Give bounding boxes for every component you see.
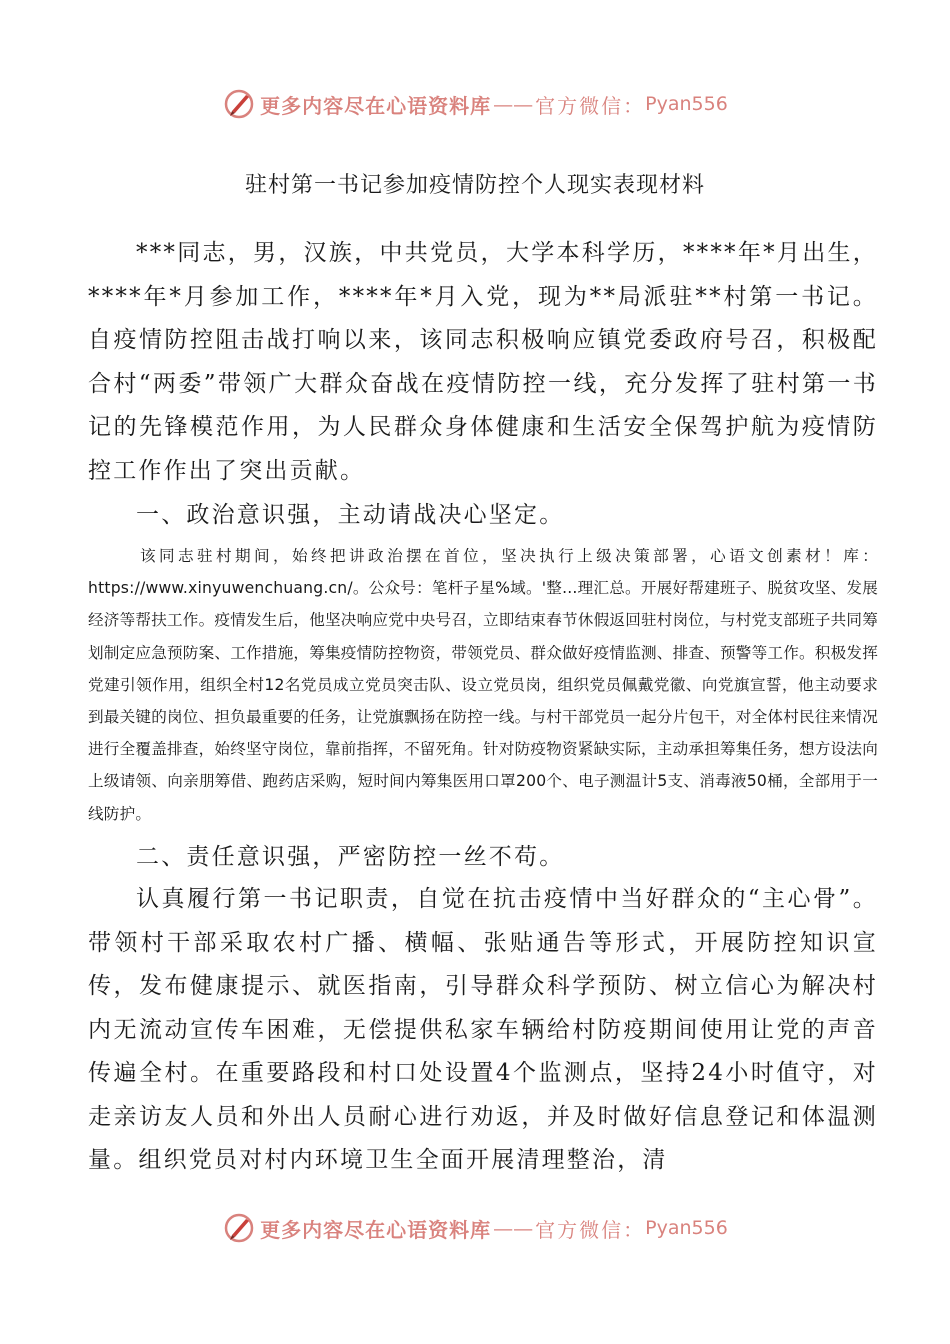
section-2-heading: 二、责任意识强，严密防控一丝不苟。	[136, 844, 565, 870]
watermark-wechat-label: 官方微信：	[535, 1217, 646, 1242]
header-watermark	[0, 84, 950, 124]
watermark-separator: ——	[493, 92, 534, 116]
watermark-text: 更多内容尽在心语资料库	[260, 93, 492, 118]
watermark-wechat-label: 官方微信：	[535, 93, 646, 118]
watermark-separator: ——	[493, 1216, 534, 1240]
document-title: 驻村第一书记参加疫情防控个人现实表现材料	[244, 173, 705, 198]
section-1-heading: 一、政治意识强，主动请战决心坚定。	[136, 502, 565, 528]
pen-logo-icon	[222, 87, 256, 121]
watermark-wechat-id: Pyan556	[645, 1217, 728, 1239]
pen-logo-icon	[222, 1211, 256, 1245]
watermark-text: 更多内容尽在心语资料库	[260, 1217, 492, 1242]
watermark-wechat-id: Pyan556	[645, 93, 728, 115]
footer-watermark	[0, 1208, 950, 1248]
intro-paragraph: ***同志，男，汉族，中共党员，大学本科学历，****年*月出生，****年*月参加工作，****年*月入党，现为**局派驻**村第一书记。自疫情防控阻击战打响以来，该同志积极响应镇党委政府号召，积极配合村“两委”带领广大群众奋战在疫情防控一线，充分发挥了驻村第一书记的先锋模范作用，为人民群众身体健康和生活安全保驾护航为疫情防控工作作出了突出贡献。	[88, 240, 878, 484]
section-2-body: 认真履行第一书记职责，自觉在抗击疫情中当好群众的“主心骨”。带领村干部采取农村广播、横幅、张贴通告等形式，开展防控知识宣传，发布健康提示、就医指南，引导群众科学预防、树立信心为解决村内无流动宣传车困难，无偿提供私家车辆给村防疫期间使用让党的声音传遍全村。在重要路段和村口处设置4个监测点，坚持24小时值守，对走亲访友人员和外出人员耐心进行劝返，并及时做好信息登记和体温测量。组织党员对村内环境卫生全面开展清理整治，清	[88, 886, 878, 1173]
section-1-body: 该同志驻村期间，始终把讲政治摆在首位，坚决执行上级决策部署，心语文创素材！库：https://www.xinyuwenchuang.cn/。公众号：笔杆子星%域。'整...理汇总。开展好帮建班子、脱贫攻坚、发展经济等帮扶工作。疫情发生后，他坚决响应党中央号召，立即结束春节休假返回驻村岗位，与村党支部班子共同筹划制定应急预防案、工作措施，筹集疫情防控物资，带领党员、群众做好疫情监测、排查、预警等工作。积极发挥党建引领作用，组织全村12名党员成立党员突击队、设立党员岗，组织党员佩戴党徽、向党旗宣誓，他主动要求到最关键的岗位、担负最重要的任务，让党旗飘扬在防控一线。与村干部党员一起分片包干，对全体村民往来情况进行全覆盖排查，始终坚守岗位，靠前指挥，不留死角。针对防疫物资紧缺实际，主动承担筹集任务，想方设法向上级请领、向亲朋筹借、跑药店采购，短时间内筹集医用口罩200个、电子测温计5支、消毒液50桶，全部用于一线防护。	[88, 547, 878, 823]
